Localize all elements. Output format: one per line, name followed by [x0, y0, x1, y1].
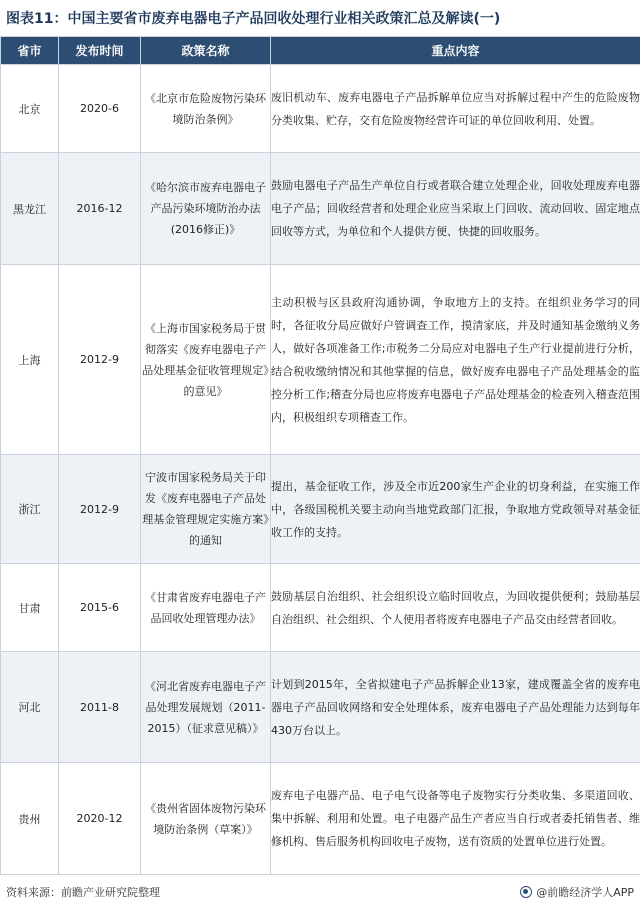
- cell-province: 河北: [1, 652, 59, 763]
- figure-title: 图表11：中国主要省市废弃电器电子产品回收处理行业相关政策汇总及解读(一): [6, 11, 501, 27]
- brand-signature: [520, 884, 634, 900]
- cell-province: 上海: [1, 265, 59, 455]
- table-row: [1, 65, 640, 153]
- cell-province: 黑龙江: [1, 153, 59, 265]
- header-date: 发布时间: [59, 37, 141, 65]
- table-row: [1, 455, 640, 564]
- table-row: [1, 153, 640, 265]
- cell-date: 2020-6: [59, 65, 141, 153]
- policy-table: [0, 36, 640, 875]
- qianzhan-logo-icon: [520, 886, 532, 898]
- cell-policy-name: 宁波市国家税务局关于印发《废弃电器电子产品处理基金管理规定实施方案》的通知: [141, 455, 271, 564]
- cell-key-content: 主动积极与区县政府沟通协调，争取地方上的支持。在组织业务学习的同时，各征收分局应做好户管调查工作，摸清家底，并及时通知基金缴纳义务人，做好各项准备工作;市税务二分局应对电器电子生产行业提前进行分析，结合税收缴纳情况和其他掌握的信息，做好废弃电器电子产品处理基金的监控分析工作;稽查分局也应将废弃电器电子产品处理基金的检查列入稽查范围内，积极组织专项稽查工作。: [271, 265, 640, 455]
- cell-policy-name: 《河北省废弃电器电子产品处理发展规划（2011-2015）（征求意见稿）》: [141, 652, 271, 763]
- header-province: 省市: [1, 37, 59, 65]
- header-policy-name: 政策名称: [141, 37, 271, 65]
- cell-policy-name: 《甘肃省废弃电器电子产品回收处理管理办法》: [141, 564, 271, 652]
- cell-key-content: 计划到2015年，全省拟建电子产品拆解企业13家，建成覆盖全省的废弃电器电子产品回收网络和安全处理体系，废弃电器电子产品处理能力达到每年430万台以上。: [271, 652, 640, 763]
- cell-date: 2011-8: [59, 652, 141, 763]
- cell-policy-name: 《贵州省固体废物污染环境防治条例（草案）》: [141, 763, 271, 875]
- cell-date: 2012-9: [59, 455, 141, 564]
- table-row: [1, 652, 640, 763]
- table-row: [1, 265, 640, 455]
- table-row: [1, 763, 640, 875]
- cell-province: 北京: [1, 65, 59, 153]
- cell-province: 浙江: [1, 455, 59, 564]
- cell-key-content: 废弃电子电器产品、电子电气设备等电子废物实行分类收集、多渠道回收、集中拆解、利用和处置。电子电器产品生产者应当自行或者委托销售者、维修机构、售后服务机构回收电子废物，送有资质的处置单位进行处置。: [271, 763, 640, 875]
- header-key-content: 重点内容: [271, 37, 640, 65]
- cell-key-content: 提出，基金征收工作，涉及全市近200家生产企业的切身利益，在实施工作中，各级国税机关要主动向当地党政部门汇报，争取地方党政领导对基金征收工作的支持。: [271, 455, 640, 564]
- table-header-row: [1, 37, 640, 65]
- cell-province: 甘肃: [1, 564, 59, 652]
- cell-key-content: 鼓励电器电子产品生产单位自行或者联合建立处理企业，回收处理废弃电器电子产品；回收经营者和处理企业应当采取上门回收、流动回收、固定地点回收等方式，为单位和个人提供方便、快捷的回收服务。: [271, 153, 640, 265]
- cell-key-content: 鼓励基层自治组织、社会组织设立临时回收点，为回收提供便利；鼓励基层自治组织、社会组织、个人使用者将废弃电器电子产品交由经营者回收。: [271, 564, 640, 652]
- cell-key-content: 废旧机动车、废弃电器电子产品拆解单位应当对拆解过程中产生的危险废物分类收集、贮存，交有危险废物经营许可证的单位回收利用、处置。: [271, 65, 640, 153]
- cell-province: 贵州: [1, 763, 59, 875]
- table-row: [1, 564, 640, 652]
- cell-date: 2016-12: [59, 153, 141, 265]
- footer: [0, 876, 640, 906]
- cell-policy-name: 《哈尔滨市废弃电器电子产品污染环境防治办法(2016修正)》: [141, 153, 271, 265]
- cell-policy-name: 《上海市国家税务局于贯彻落实《废弃电器电子产品处理基金征收管理规定》的意见》: [141, 265, 271, 455]
- brand-label: @前瞻经济学人APP: [536, 886, 634, 899]
- cell-policy-name: 《北京市危险废物污染环境防治条例》: [141, 65, 271, 153]
- source-note: 资料来源：前瞻产业研究院整理: [6, 886, 160, 899]
- cell-date: 2012-9: [59, 265, 141, 455]
- cell-date: 2015-6: [59, 564, 141, 652]
- cell-date: 2020-12: [59, 763, 141, 875]
